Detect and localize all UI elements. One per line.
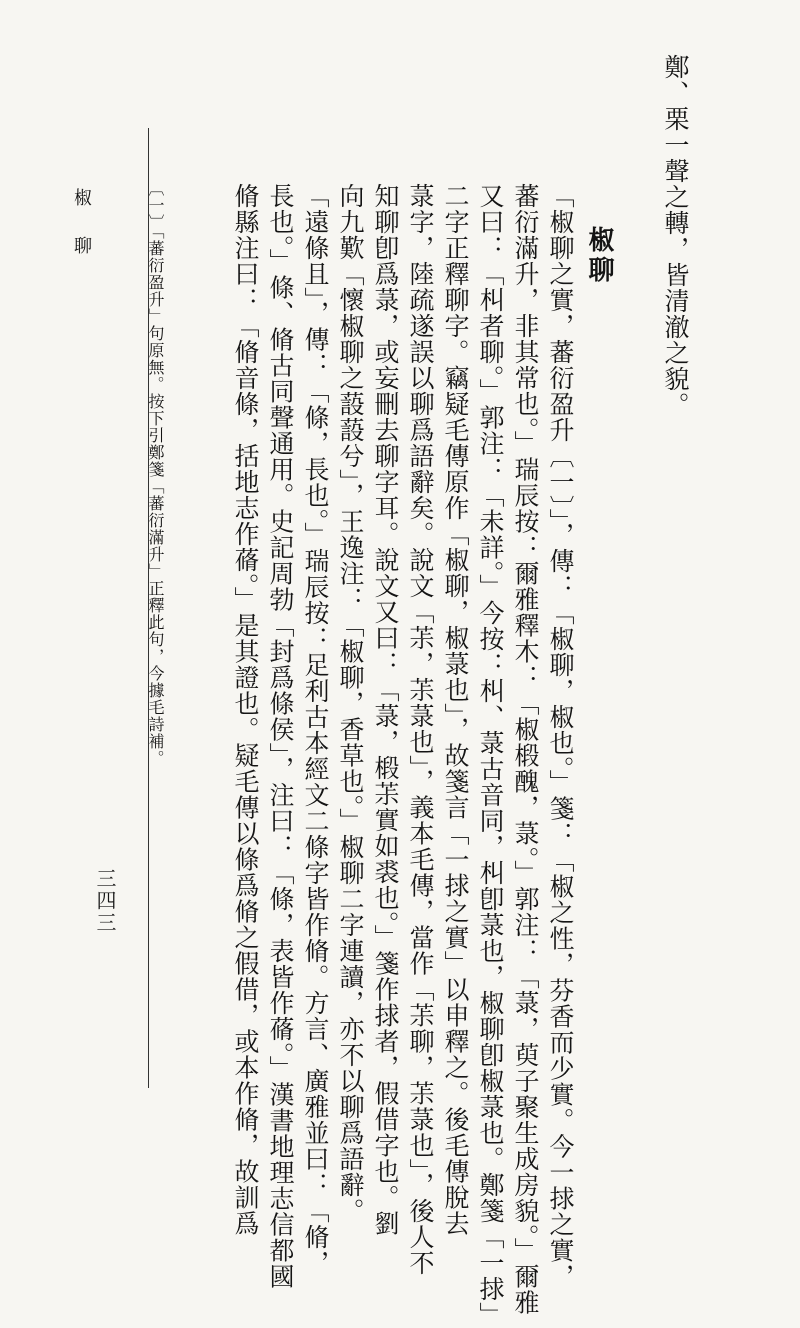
- text-column-1: 鄭、栗一聲之轉，皆清澈之貌。: [661, 54, 690, 418]
- text-column-4: 又曰：「朻者聊。」郭注：「未詳。」今按：朻、菉古音同，朻卽菉也，椒聊卽椒菉也。鄭箋「一捄」: [476, 183, 505, 1328]
- text-column-10: 長也。」條、脩古同聲通用。史記周勃「封爲條侯」，注曰：「條，表皆作蓨。」漢書地理志信都國: [266, 183, 295, 1290]
- text-column-8: 向九歎「懷椒聊之蔎蔎兮」，王逸注：「椒聊，香草也。」椒聊二字連讀，亦不以聊爲語辭。: [336, 183, 365, 1224]
- text-column-2: 「椒聊之實，蕃衍盈升〔一〕」，傳：「椒聊，椒也。」箋：「椒之性，芬香而少實。今一捄之實，: [546, 183, 575, 1290]
- section-title: 椒聊: [584, 226, 614, 286]
- text-column-5: 二字正釋聊字。竊疑毛傳原作「椒聊，椒菉也」，故箋言「一捄之實」以申釋之。後毛傳脫去: [441, 183, 470, 1237]
- text-column-6: 菉字，陸疏遂誤以聊爲語辭矣。說文「茮，茮菉也」，義本毛傳，當作「茮聊，茮菉也」，後人不: [406, 183, 435, 1276]
- footnote: 〔一〕「蕃衍盈升」句原無。按下引鄭箋「蕃衍滿升」正釋此句，今據毛詩補。: [146, 180, 165, 767]
- text-column-7: 知聊卽爲菉，或妄刪去聊字耳。說文又曰：「菉，椴茮實如裘也。」箋作捄者，假借字也。劉: [371, 183, 400, 1237]
- text-column-11: 脩縣注曰：「脩音條，括地志作蓨。」是其證也。疑毛傳以條爲脩之假借，或本作脩，故訓爲: [231, 183, 260, 1237]
- page-number: 三四三: [93, 868, 117, 934]
- running-head: 椒聊: [71, 188, 92, 284]
- text-column-9: 「遠條且」，傳：「條，長也。」瑞辰按：足利古本經文二條字皆作脩。方言、廣雅並曰：「脩，: [301, 183, 330, 1276]
- text-column-3: 蕃衍滿升，非其常也。」瑞辰按：爾雅釋木：「椒椴醜，菉。」郭注：「菉，萸子聚生成房貌。」爾雅: [511, 183, 540, 1316]
